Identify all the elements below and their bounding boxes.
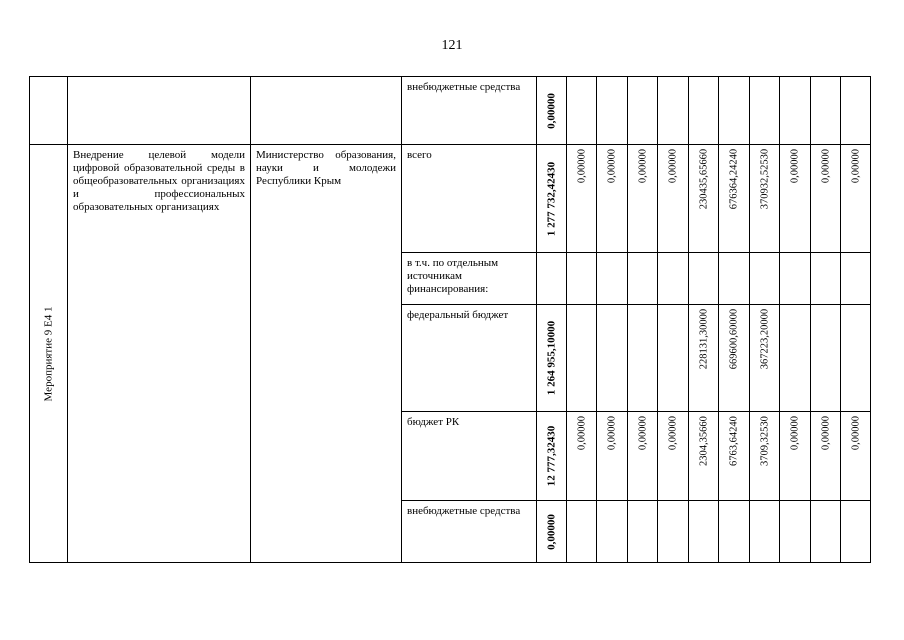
year-value: 0,00000 (576, 148, 587, 184)
source-cell (402, 253, 537, 305)
year-value-cell (750, 501, 780, 563)
table-cell (628, 77, 658, 145)
year-value-cell (689, 305, 719, 412)
year-value: 0,00000 (606, 148, 618, 184)
year-value: 0,00000 (789, 148, 801, 184)
year-value-cell (628, 145, 658, 253)
total-value: 0,00000 (545, 513, 557, 550)
table-row (30, 77, 871, 145)
table-cell (780, 77, 811, 145)
year-value-cell (597, 501, 628, 563)
year-value-cell (658, 145, 689, 253)
table-cell (567, 77, 597, 145)
table-cell (689, 77, 719, 145)
year-value: 669600,60000 (728, 308, 740, 370)
year-value-cell (597, 305, 628, 412)
year-value: 370932,52530 (759, 148, 770, 210)
page-number: 121 (441, 38, 463, 53)
year-value-cell (628, 412, 658, 501)
year-value: 0,00000 (820, 148, 831, 184)
year-value-cell (567, 305, 597, 412)
source-label: внебюджетные средства (407, 81, 521, 93)
table-cell (719, 77, 750, 145)
source-label: федеральный бюджет (407, 309, 509, 321)
year-value-cell (841, 501, 871, 563)
year-value-cell (628, 305, 658, 412)
year-value-cell (750, 305, 780, 412)
table-row (30, 145, 871, 253)
year-value-cell (780, 501, 811, 563)
source-cell (402, 145, 537, 253)
year-value-cell (841, 305, 871, 412)
total-value: 1 264 955,10000 (545, 320, 557, 396)
year-value: 0,00000 (850, 415, 861, 451)
year-value-cell (628, 501, 658, 563)
year-value: 0,00000 (667, 415, 679, 451)
year-value: 2304,35660 (698, 416, 709, 466)
year-value-cell (597, 412, 628, 501)
year-value-cell (841, 145, 871, 253)
source-label: всего (407, 149, 432, 161)
year-value-cell (841, 253, 871, 305)
measure-description-cell (68, 145, 251, 563)
source-cell (402, 305, 537, 412)
total-value: 0,00000 (545, 92, 557, 129)
year-value: 0,00000 (637, 148, 648, 184)
source-label: в т.ч. по отдельным источникам финансирования: (407, 257, 499, 295)
year-value-cell (719, 145, 750, 253)
year-value-cell (658, 253, 689, 305)
table-cell (658, 77, 689, 145)
total-cell (537, 412, 567, 501)
year-value-cell (750, 253, 780, 305)
year-value-cell (689, 253, 719, 305)
table-cell (251, 77, 402, 145)
total-cell (537, 305, 567, 412)
year-value-cell (719, 305, 750, 412)
year-value-cell (567, 412, 597, 501)
year-value-cell (719, 253, 750, 305)
year-value-cell (811, 501, 841, 563)
year-value-cell (567, 253, 597, 305)
year-value-cell (719, 501, 750, 563)
table-cell (30, 77, 68, 145)
year-value-cell (780, 412, 811, 501)
year-value: 6763,64240 (728, 416, 740, 466)
year-value-cell (780, 145, 811, 253)
year-value-cell (719, 412, 750, 501)
year-value-cell (780, 305, 811, 412)
year-value-cell (689, 412, 719, 501)
total-value: 12 777,32430 (545, 425, 557, 487)
year-value: 367223,20000 (759, 308, 770, 370)
year-value-cell (780, 253, 811, 305)
year-value: 3709,32530 (759, 416, 770, 466)
measure-description: Внедрение целевой модели цифровой образовательной среды в общеобразовательных организациях и профессиональных образовательных организациях (73, 149, 245, 213)
year-value: 0,00000 (820, 415, 831, 451)
year-value-cell (597, 145, 628, 253)
year-value-cell (658, 501, 689, 563)
source-cell (402, 77, 537, 145)
year-value: 0,00000 (576, 415, 587, 451)
year-value: 0,00000 (850, 148, 861, 184)
total-cell (537, 253, 567, 305)
year-value-cell (811, 412, 841, 501)
year-value-cell (567, 145, 597, 253)
table-cell (750, 77, 780, 145)
source-label: бюджет РК (407, 416, 460, 428)
total-cell (537, 501, 567, 563)
budget-table (29, 76, 871, 563)
year-value-cell (658, 305, 689, 412)
year-value: 0,00000 (637, 415, 648, 451)
year-value: 228131,30000 (698, 308, 709, 370)
measure-name: Мероприятие 9 Е4 1 (42, 306, 54, 401)
source-cell (402, 501, 537, 563)
year-value-cell (811, 305, 841, 412)
year-value: 0,00000 (667, 148, 679, 184)
year-value-cell (689, 145, 719, 253)
source-label: внебюджетные средства (407, 505, 521, 517)
table-cell (841, 77, 871, 145)
year-value-cell (811, 253, 841, 305)
year-value-cell (658, 412, 689, 501)
table-cell (597, 77, 628, 145)
year-value: 230435,65660 (698, 148, 709, 210)
executor-name: Министерство образования, науки и молодежи Республики Крым (256, 149, 396, 187)
year-value-cell (811, 145, 841, 253)
year-value-cell (597, 253, 628, 305)
year-value-cell (841, 412, 871, 501)
table-cell (68, 77, 251, 145)
year-value-cell (750, 145, 780, 253)
year-value: 0,00000 (789, 415, 801, 451)
year-value-cell (689, 501, 719, 563)
measure-name-cell (30, 145, 68, 563)
table-cell (811, 77, 841, 145)
total-cell (537, 77, 567, 145)
source-cell (402, 412, 537, 501)
year-value: 676364,24240 (728, 148, 740, 210)
total-cell (537, 145, 567, 253)
year-value-cell (567, 501, 597, 563)
year-value-cell (628, 253, 658, 305)
year-value-cell (750, 412, 780, 501)
year-value: 0,00000 (606, 415, 618, 451)
total-value: 1 277 732,42430 (545, 161, 557, 236)
executor-cell (251, 145, 402, 563)
